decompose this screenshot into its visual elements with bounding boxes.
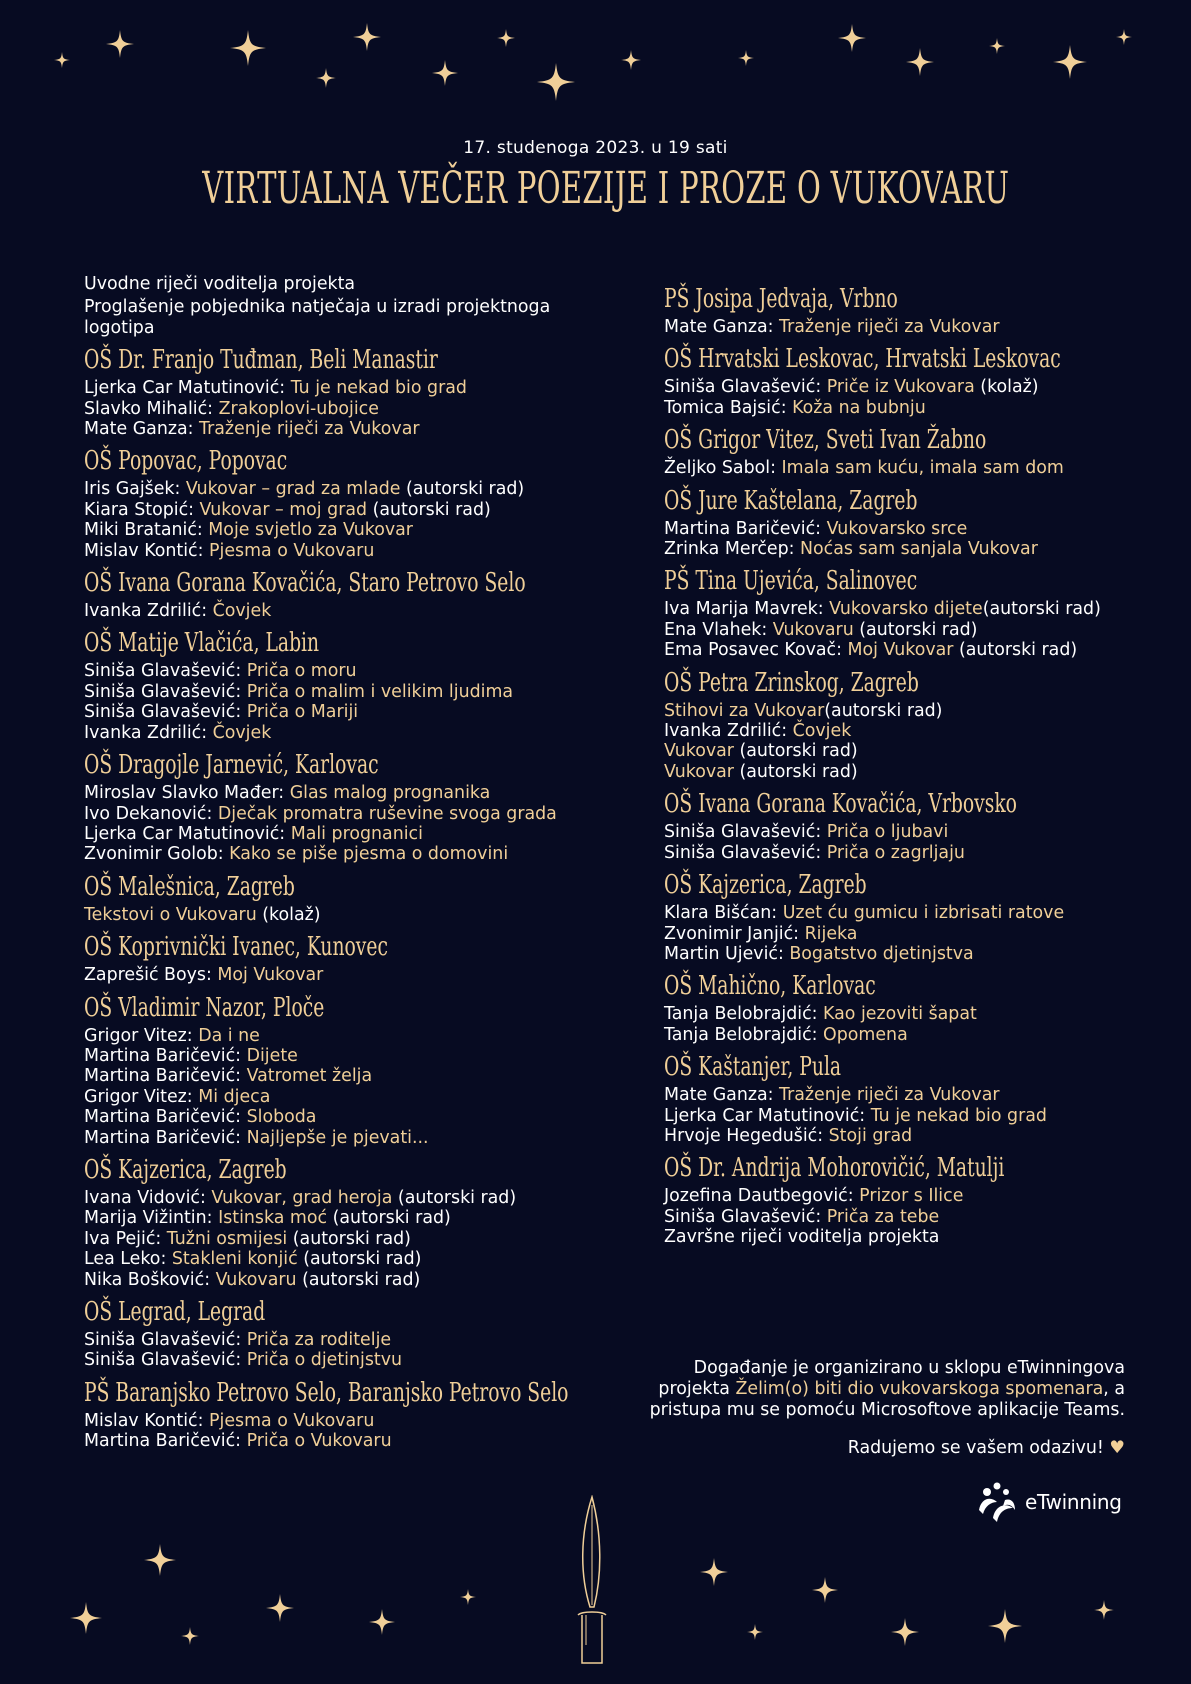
entry-author: Martina Baričević: (84, 1127, 247, 1148)
entry-author: Ivanka Zdrilić: (664, 721, 793, 742)
star-icon (266, 1594, 294, 1622)
entry-author: Ljerka Car Matutinović: (84, 378, 291, 399)
entry-work-title: Priča o ljubavi (826, 822, 949, 843)
entry-work-title: Vukovar – moj grad (199, 499, 368, 520)
star-icon (812, 1577, 838, 1603)
event-date: 17. studenoga 2023. u 19 sati (463, 138, 728, 158)
entry-work-title: Bogatstvo djetinjstva (789, 943, 974, 964)
star-icon (906, 48, 934, 76)
program-entry (84, 1128, 604, 1148)
program-entry (84, 702, 604, 722)
etwinning-logo-icon (975, 1480, 1021, 1524)
program-entry (84, 783, 604, 803)
program-entry (84, 541, 604, 561)
entry-author: Ivanka Zdrilić: (84, 722, 213, 743)
entry-work-title: Noćas sam sanjala Vukovar (800, 539, 1038, 560)
entry-work-title: Čovjek (792, 721, 852, 742)
star-icon (700, 1558, 728, 1586)
school-heading: OŠ Dr. Andrija Mohorovičić, Matulji (664, 1153, 1005, 1184)
star-icon (747, 1624, 763, 1640)
school-heading: OŠ Kajzerica, Zagreb (664, 870, 867, 901)
entry-note: (autorski rad) (287, 1228, 411, 1249)
thanks-line (700, 1438, 1125, 1458)
entry-work-title: Vukovar (664, 761, 734, 782)
entry-author: Slavko Mihalić: (84, 398, 219, 419)
entry-author: Ljerka Car Matutinović: (664, 1105, 871, 1126)
heart-icon: ♥ (1109, 1438, 1125, 1458)
entry-author: Ema Posavec Kovač: (664, 640, 848, 661)
school-heading: OŠ Vladimir Nazor, Ploče (84, 992, 325, 1023)
entry-author: Željko Sabol: (664, 458, 782, 479)
entry-work-title: Vatromet želja (246, 1066, 373, 1087)
school-heading: OŠ Ivana Gorana Kovačića, Staro Petrovo Selo (84, 568, 526, 599)
entry-author: Martina Baričević: (84, 1045, 247, 1066)
entry-author: Iva Pejić: (84, 1228, 167, 1249)
entry-author: Siniša Glavašević: (84, 661, 247, 682)
entry-author: Siniša Glavašević: (84, 1350, 247, 1371)
entry-note: (autorski rad) (297, 1249, 422, 1270)
footer-note (600, 1358, 1125, 1421)
entry-author: Zvonimir Janjić: (664, 923, 805, 944)
entry-work-title: Glas malog prognanika (289, 783, 491, 804)
entry-author: Zaprešić Boys: (84, 965, 218, 986)
school-heading: OŠ Kajzerica, Zagreb (84, 1154, 287, 1185)
entry-work-title: Zrakoplovi-ubojice (218, 398, 379, 419)
entry-work-title: Moje svjetlo za Vukovar (208, 520, 413, 541)
entry-author: Iris Gajšek: (84, 479, 186, 500)
program-entry (664, 1025, 1134, 1045)
star-icon (70, 1602, 102, 1634)
school-heading: OŠ Malešnica, Zagreb (84, 871, 295, 902)
program-entry (84, 601, 604, 621)
program-entry (84, 1431, 604, 1451)
entry-work-title: Opomena (823, 1024, 908, 1045)
program-entry (84, 1229, 604, 1249)
program-entry (84, 905, 604, 925)
entry-note: (kolaž) (256, 904, 321, 925)
entry-author: Jozefina Dautbegović: (664, 1186, 860, 1207)
school-heading: OŠ Legrad, Legrad (84, 1297, 266, 1327)
star-icon (1094, 1600, 1114, 1620)
program-entry (664, 398, 1134, 418)
program-entry (84, 1107, 604, 1127)
school-heading: OŠ Hrvatski Leskovac, Hrvatski Leskovac (664, 344, 1061, 375)
entry-note: (autorski rad) (392, 1187, 517, 1208)
school-heading: OŠ Kaštanjer, Pula (664, 1052, 842, 1083)
program-entry (84, 682, 604, 702)
entry-work-title: Vukovar, grad heroja (211, 1187, 393, 1208)
entry-author: Siniša Glavašević: (664, 1206, 827, 1227)
program-entry (664, 317, 1134, 337)
star-icon (316, 68, 336, 88)
program-entry (664, 701, 1134, 721)
star-icon (460, 1589, 476, 1605)
star-icon (891, 1618, 919, 1646)
entry-author: Martina Baričević: (84, 1107, 247, 1128)
entry-author: Grigor Vitez: (84, 1086, 199, 1107)
program-entry (84, 399, 604, 419)
entry-work-title: Priča za tebe (826, 1206, 940, 1227)
entry-author: Ena Vlahek: (664, 619, 773, 640)
entry-author: Martina Baričević: (84, 1431, 247, 1452)
program-entry (84, 824, 604, 844)
star-icon (106, 30, 134, 58)
program-entry (84, 419, 604, 439)
school-heading: OŠ Jure Kaštelana, Zagreb (664, 485, 918, 516)
entry-work-title: Mali prognanici (290, 823, 423, 844)
entry-work-title: Vukovaru (772, 619, 854, 640)
star-icon (54, 52, 70, 68)
star-icon (989, 38, 1005, 54)
entry-author: Martin Ujević: (664, 943, 790, 964)
entry-work-title: Moj Vukovar (847, 640, 954, 661)
entry-author: Nika Bošković: (84, 1269, 216, 1290)
entry-work-title: Vukovar (664, 741, 734, 762)
entry-work-title: Imala sam kuću, imala sam dom (781, 458, 1064, 479)
entry-work-title: Prizor s Ilice (859, 1186, 964, 1207)
entry-work-title: Najljepše je pjevati... (246, 1127, 429, 1148)
entry-work-title: Tu je nekad bio grad (870, 1105, 1047, 1126)
entry-author: Zvonimir Golob: (84, 844, 230, 865)
star-icon (838, 24, 866, 52)
star-icon (1053, 45, 1087, 79)
program-right-column (664, 277, 1134, 1251)
entry-work-title: Priča o Mariji (246, 702, 359, 723)
entry-author: Zrinka Merčep: (664, 539, 801, 560)
program-entry (664, 903, 1134, 923)
entry-author: Siniša Glavašević: (664, 822, 827, 843)
entry-author: Ljerka Car Matutinović: (84, 823, 291, 844)
entry-work-title: Traženje riječi za Vukovar (199, 419, 420, 440)
school-heading: OŠ Matije Vlačića, Labin (84, 628, 320, 659)
entry-work-title: Tekstovi o Vukovaru (84, 904, 257, 925)
entry-work-title: Priča o djetinjstvu (246, 1350, 403, 1371)
entry-note: (autorski rad) (853, 619, 978, 640)
entry-work-title: Stihovi za Vukovar (664, 700, 825, 721)
program-entry (84, 1249, 604, 1269)
entry-author: Siniša Glavašević: (84, 1330, 247, 1350)
program-entry (84, 378, 604, 398)
entry-author: Ivana Vidović: (84, 1187, 212, 1208)
program-entry (84, 1208, 604, 1228)
entry-note: (autorski rad) (327, 1208, 451, 1229)
entry-work-title: Priče iz Vukovara (826, 377, 975, 398)
footer-line-1: Događanje je organizirano u sklopu eTwinningova (693, 1358, 1125, 1378)
program-entry (84, 661, 604, 681)
star-icon (432, 60, 458, 86)
entry-author: Hrvoje Hegedušić: (664, 1125, 829, 1146)
entry-author: Siniša Glavašević: (84, 681, 247, 702)
school-heading: PŠ Baranjsko Petrovo Selo, Baranjsko Petrovo Selo (84, 1377, 569, 1408)
entry-work-title: Priča o moru (246, 661, 357, 682)
star-icon (369, 1609, 395, 1635)
entry-author: Grigor Vitez: (84, 1025, 199, 1046)
entry-work-title: Traženje riječi za Vukovar (779, 317, 1000, 337)
program-item: Završne riječi voditelja projekta (664, 1227, 940, 1248)
school-heading: OŠ Grigor Vitez, Sveti Ivan Žabno (664, 425, 987, 456)
entry-author: Ivanka Zdrilić: (84, 601, 213, 622)
thanks-text: Radujemo se vašem odazivu! (847, 1438, 1104, 1458)
entry-work-title: Kao jezoviti šapat (823, 1004, 977, 1025)
program-entry (84, 723, 604, 743)
program-entry (664, 822, 1134, 842)
program-entry (84, 1188, 604, 1208)
program-entry (664, 539, 1134, 559)
entry-work-title: Uzet ću gumicu i izbrisati ratove (782, 903, 1065, 924)
star-icon (1116, 29, 1132, 45)
program-entry (84, 520, 604, 540)
program-entry (664, 458, 1134, 478)
program-entry (664, 741, 1134, 761)
entry-note: (autorski rad) (400, 479, 525, 500)
entry-author: Marija Vižintin: (84, 1208, 219, 1229)
entry-author: Mislav Kontić: (84, 1410, 210, 1431)
program-entry (84, 1270, 604, 1290)
star-icon (353, 23, 381, 51)
entry-author: Kiara Stopić: (84, 499, 200, 520)
star-icon (230, 30, 266, 66)
entry-work-title: Dijete (246, 1045, 298, 1066)
school-heading: PŠ Tina Ujevića, Salinovec (664, 566, 918, 597)
entry-work-title: Vukovar – grad za mlade (185, 479, 401, 500)
entry-work-title: Dječak promatra ruševine svoga grada (217, 803, 557, 824)
entry-work-title: Da i ne (198, 1025, 260, 1046)
entry-work-title: Sloboda (246, 1107, 317, 1128)
entry-author: Miki Bratanić: (84, 520, 209, 541)
entry-work-title: Pjesma o Vukovaru (209, 540, 375, 561)
program-entry (664, 1004, 1134, 1024)
star-icon (537, 63, 575, 101)
school-heading: OŠ Petra Zrinskog, Zagreb (664, 667, 919, 698)
project-name: Želim(o) biti dio vukovarskoga spomenara (735, 1379, 1104, 1399)
entry-author: Mislav Kontić: (84, 540, 210, 561)
candle-feather-icon (572, 1495, 612, 1665)
program-entry (664, 1106, 1134, 1126)
star-icon (621, 50, 641, 70)
program-entry (84, 1087, 604, 1107)
etwinning-logo-text: eTwinning (1025, 1490, 1122, 1514)
program-entry (84, 844, 604, 864)
footer-line-3: pristupa mu se pomoću Microsoftove aplikacije Teams. (649, 1400, 1125, 1420)
entry-work-title: Koža na bubnju (792, 397, 926, 418)
program-entry (84, 1350, 604, 1370)
entry-author: Ivo Dekanović: (84, 803, 218, 824)
entry-author: Mate Ganza: (84, 419, 200, 440)
entry-work-title: Tužni osmijesi (166, 1228, 288, 1249)
entry-note: (autorski rad) (824, 700, 943, 721)
etwinning-logo (975, 1480, 1125, 1524)
program-entry (84, 500, 604, 520)
entry-author: Tanja Belobrajdić: (664, 1004, 824, 1025)
entry-work-title: Pjesma o Vukovaru (209, 1410, 375, 1431)
entry-work-title: Traženje riječi za Vukovar (779, 1085, 1000, 1106)
entry-author: Klara Bišćan: (664, 903, 783, 924)
entry-work-title: Moj Vukovar (217, 965, 324, 986)
page-title: VIRTUALNA VEČER POEZIJE I PROZE O VUKOVARU (202, 163, 1010, 214)
school-heading: OŠ Popovac, Popovac (84, 446, 288, 477)
program-left-column (84, 274, 604, 1452)
entry-author: Lea Leko: (84, 1249, 172, 1270)
program-entry (664, 1126, 1134, 1146)
school-heading: OŠ Mahično, Karlovac (664, 971, 876, 1002)
entry-author: Tanja Belobrajdić: (664, 1024, 824, 1045)
entry-note: (autorski rad) (367, 499, 491, 520)
program-entry (664, 721, 1134, 741)
school-heading: OŠ Ivana Gorana Kovačića, Vrbovsko (664, 789, 1017, 820)
program-entry (664, 640, 1134, 660)
entry-work-title: Stoji grad (828, 1125, 913, 1146)
entry-work-title: Vukovaru (215, 1269, 297, 1290)
program-entry (664, 843, 1134, 863)
program-entry (84, 804, 604, 824)
program-entry (664, 1085, 1134, 1105)
entry-work-title: Čovjek (212, 601, 272, 622)
entry-note: (autorski rad) (733, 741, 858, 762)
program-entry (84, 1330, 604, 1350)
program-entry (664, 924, 1134, 944)
program-entry (664, 377, 1134, 397)
entry-work-title: Priča za roditelje (246, 1330, 392, 1350)
program-entry (664, 1207, 1134, 1227)
school-heading: OŠ Koprivnički Ivanec, Kunovec (84, 932, 388, 963)
program-entry (84, 1026, 604, 1046)
entry-note: (kolaž) (974, 377, 1039, 398)
star-icon (181, 1627, 199, 1645)
program-entry (664, 599, 1134, 619)
program-entry (664, 944, 1134, 964)
entry-note: (autorski rad) (733, 761, 858, 782)
entry-work-title: Priča o malim i velikim ljudima (246, 681, 514, 702)
entry-work-title: Tu je nekad bio grad (290, 378, 467, 399)
entry-author: Tomica Bajsić: (664, 397, 793, 418)
entry-author: Miroslav Slavko Mađer: (84, 783, 290, 804)
program-entry (84, 1411, 604, 1431)
entry-work-title: Vukovarsko srce (826, 518, 968, 539)
program-entry (664, 762, 1134, 782)
star-icon (144, 1544, 176, 1576)
program-entry (664, 620, 1134, 640)
program-entry (84, 479, 604, 499)
entry-work-title: Mi djeca (198, 1086, 271, 1107)
entry-work-title: Istinska moć (218, 1208, 328, 1229)
entry-note: (autorski rad) (953, 640, 1078, 661)
entry-note: (autorski rad) (982, 599, 1101, 620)
star-icon (988, 1609, 1022, 1643)
program-entry (84, 1066, 604, 1086)
entry-author: Mate Ganza: (664, 317, 780, 337)
entry-work-title: Priča o zagrljaju (826, 842, 965, 863)
entry-work-title: Čovjek (212, 722, 272, 743)
entry-author: Martina Baričević: (664, 518, 827, 539)
program-item: Uvodne riječi voditelja projekta (84, 274, 356, 294)
entry-work-title: Rijeka (804, 923, 858, 944)
entry-work-title: Stakleni konjić (171, 1249, 298, 1270)
entry-author: Siniša Glavašević: (664, 842, 827, 863)
entry-work-title: Kako se piše pjesma o domovini (229, 844, 509, 865)
entry-author: Martina Baričević: (84, 1066, 247, 1087)
entry-author: Mate Ganza: (664, 1085, 780, 1106)
star-icon (738, 50, 754, 66)
entry-author: Iva Marija Mavrek: (664, 599, 830, 620)
school-heading: OŠ Dragojle Jarnević, Karlovac (84, 750, 379, 781)
school-heading: PŠ Josipa Jedvaja, Vrbno (664, 284, 898, 314)
entry-note: (autorski rad) (296, 1269, 421, 1290)
entry-author: Siniša Glavašević: (664, 377, 827, 398)
entry-author: Siniša Glavašević: (84, 702, 247, 723)
program-item: Proglašenje pobjednika natječaja u izradi projektnoga logotipa (84, 297, 551, 338)
program-entry (84, 965, 604, 985)
star-icon (497, 29, 515, 47)
footer-line-2-suffix: , a (1103, 1379, 1125, 1399)
entry-work-title: Vukovarsko dijete (829, 599, 983, 620)
school-heading: OŠ Dr. Franjo Tuđman, Beli Manastir (84, 345, 438, 376)
entry-work-title: Priča o Vukovaru (246, 1431, 392, 1452)
footer-line-2-prefix: projekta (658, 1379, 736, 1399)
program-entry (84, 1046, 604, 1066)
program-entry (664, 519, 1134, 539)
footer-line-2 (600, 1379, 1125, 1400)
program-entry (664, 1186, 1134, 1206)
